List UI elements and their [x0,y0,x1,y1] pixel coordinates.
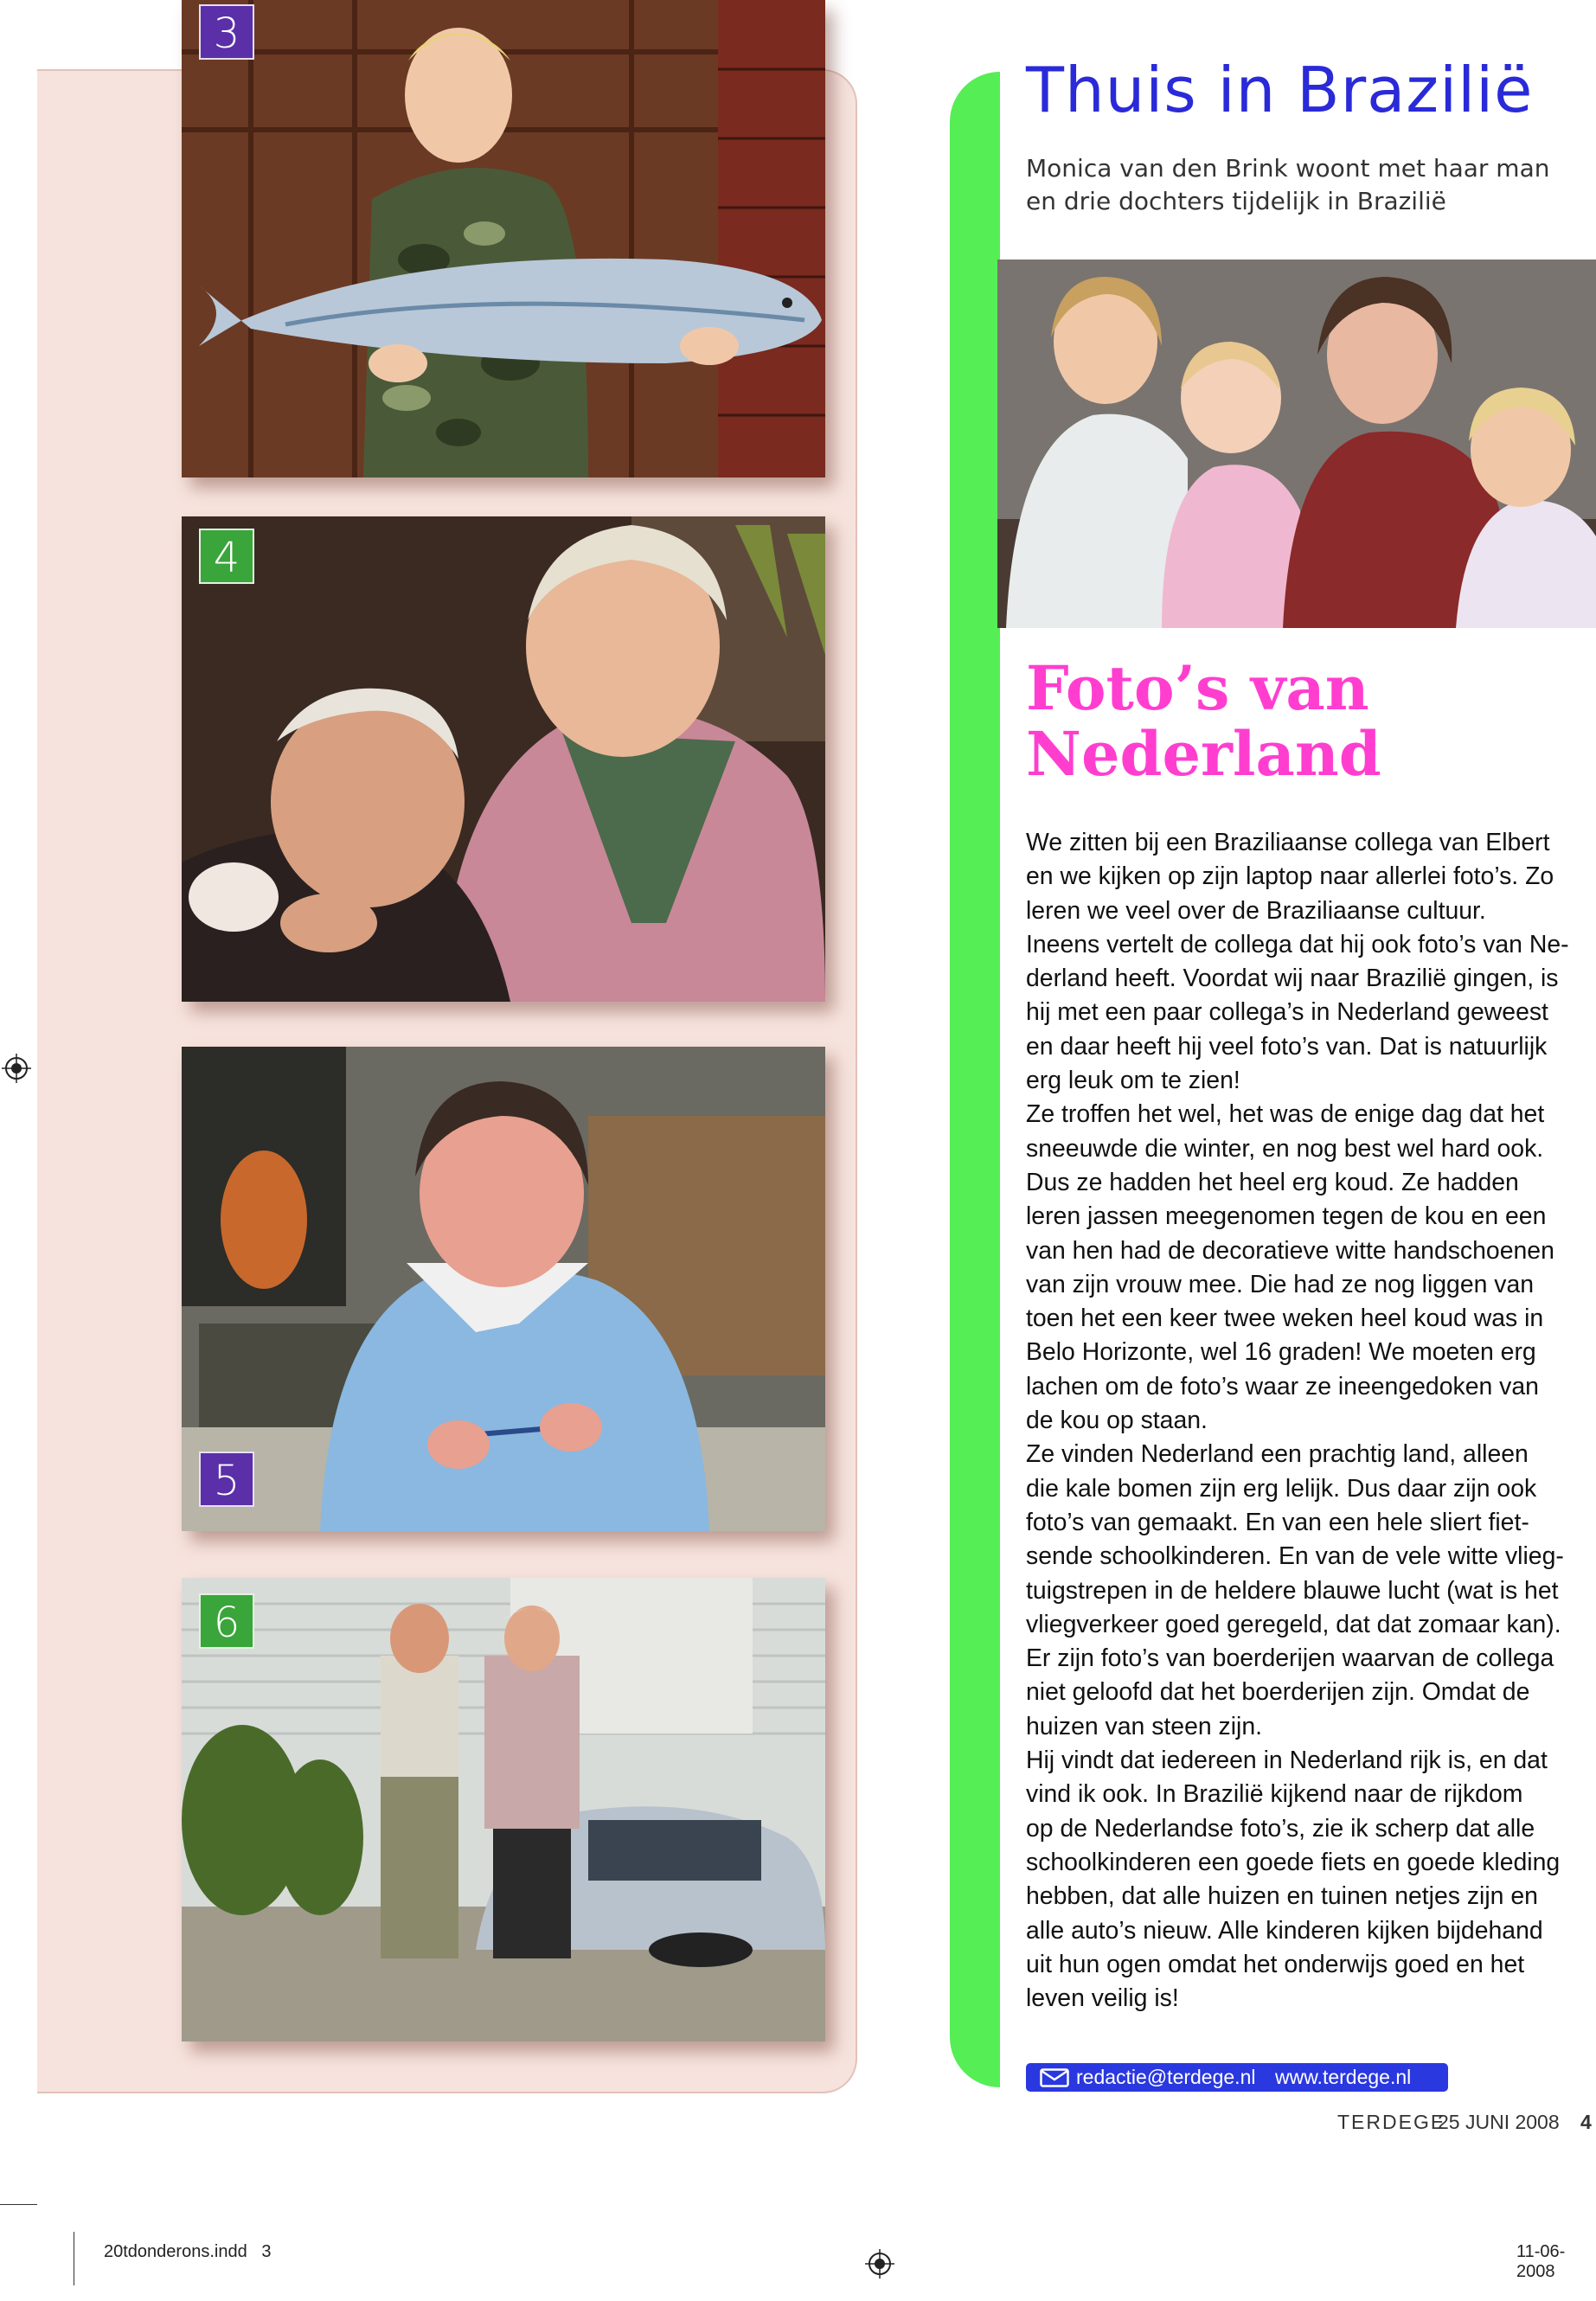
body-line: niet geloofd dat het boerderijen zijn. Omdat de [1026,1678,1530,1707]
body-line: vind ik ook. In Brazilië kijkend naar de rijkdom [1026,1780,1523,1809]
contact-website-link[interactable]: www.terdege.nl [1275,2066,1412,2088]
body-line: We zitten bij een Braziliaanse collega van Elbert [1026,829,1550,856]
body-line: leren jassen meegenomen tegen de kou en een [1026,1202,1547,1231]
body-line: uit hun ogen omdat het onderwijs goed en het [1026,1950,1525,1978]
article-headline [1026,652,1580,790]
body-line: Belo Horizonte, wel 16 graden! We moeten erg [1026,1338,1536,1367]
photo-number-badge-4: 4 [199,529,254,584]
photo-woman-blue-sweater [182,1047,825,1531]
body-line: foto’s van gemaakt. En van een hele sliert fiet- [1026,1508,1529,1536]
folio-page-number: 4 [1580,2111,1592,2133]
photo-number-badge-6: 6 [199,1593,254,1649]
body-line: huizen van steen zijn. [1026,1712,1263,1740]
photo-number-badge-5: 5 [199,1452,254,1507]
headline-line-2: Nederland [1026,718,1381,790]
green-accent-bar [950,72,1000,2087]
body-line: Er zijn foto’s van boerderijen waarvan de collega [1026,1644,1554,1673]
contact-bar [1026,2063,1448,2092]
registration-mark-icon [865,2249,894,2279]
body-line: lachen om de foto’s waar ze ineengedoken van [1026,1372,1539,1400]
body-line: op de Nederlandse foto’s, zie ik scherp dat alle [1026,1814,1535,1843]
contact-email-link[interactable]: redactie@terdege.nl [1076,2066,1256,2088]
folio-date: 25 JUNI 2008 [1438,2111,1560,2133]
body-line: van zijn vrouw mee. Die had ze nog liggen van [1026,1270,1535,1298]
photo-boy-with-fish [182,0,825,478]
article-body [1026,826,1569,2016]
body-line: Ineens vertelt de collega dat hij ook foto’s van Ne- [1026,930,1569,958]
slug-file-name: 20tdonderons.indd 3 [104,2242,272,2261]
body-line: en we kijken op zijn laptop naar allerlei foto’s. Zo [1026,862,1554,891]
body-line: sneeuwde die winter, en nog best wel hard ook. [1026,1134,1544,1163]
mail-icon [1040,2068,1069,2087]
body-line: hebben, dat alle huizen en tuinen netjes zijn en [1026,1882,1538,1911]
body-line: de kou op staan. [1026,1407,1208,1435]
body-line: sende schoolkinderen. En van de vele witte vlieg- [1026,1542,1564,1571]
photo-number-badge-3: 3 [199,4,254,60]
body-line: schoolkinderen een goede fiets en goede kleding [1026,1848,1561,1876]
article-subtitle: Monica van den Brink woont met haar man en drie dochters tijdelijk in Brazilië [1026,154,1550,215]
folio-magazine-name: TERDEGE [1337,2111,1446,2133]
slug-print-date: 11-06-2008 [1516,2242,1566,2281]
headline-line-1: Foto’s van [1026,652,1369,724]
registration-mark-icon [2,1054,31,1083]
photo-couple-with-car [182,1578,825,2041]
body-line: Ze troffen het wel, het was de enige dag dat het [1026,1100,1545,1129]
body-line: en daar heeft hij veel foto’s van. Dat is natuurlijk [1026,1032,1548,1061]
body-line: alle auto’s nieuw. Alle kinderen kijken bijdehand [1026,1916,1543,1945]
body-line: Ze vinden Nederland een prachtig land, alleen [1026,1440,1529,1469]
body-line: die kale bomen zijn erg lelijk. Dus daar zijn ook [1026,1474,1537,1503]
body-line: Dus ze hadden het heel erg koud. Ze hadden [1026,1168,1519,1196]
article-title: Thuis in Brazilië [1026,54,1534,126]
body-line: vliegverkeer goed geregeld, dat dat zomaar kan). [1026,1610,1561,1638]
photo-elderly-couple [182,516,825,1002]
crop-mark-line [0,2204,37,2205]
body-line: van hen had de decoratieve witte handschoenen [1026,1236,1554,1265]
body-line: hij met een paar collega’s in Nederland geweest [1026,998,1548,1027]
body-line: toen het een keer twee weken heel koud was in [1026,1304,1544,1333]
body-line: leven veilig is! [1026,1984,1179,2013]
body-line: derland heeft. Voordat wij naar Brazilië gingen, is [1026,965,1559,993]
body-line: Hij vindt dat iedereen in Nederland rijk is, en dat [1026,1747,1548,1775]
body-line: leren we veel over de Braziliaanse cultuur. [1026,896,1486,925]
body-line: tuigstrepen in de heldere blauwe lucht (wat is het [1026,1576,1559,1605]
photo-monica-with-daughters [997,260,1596,628]
body-line: erg leuk om te zien! [1026,1067,1240,1095]
